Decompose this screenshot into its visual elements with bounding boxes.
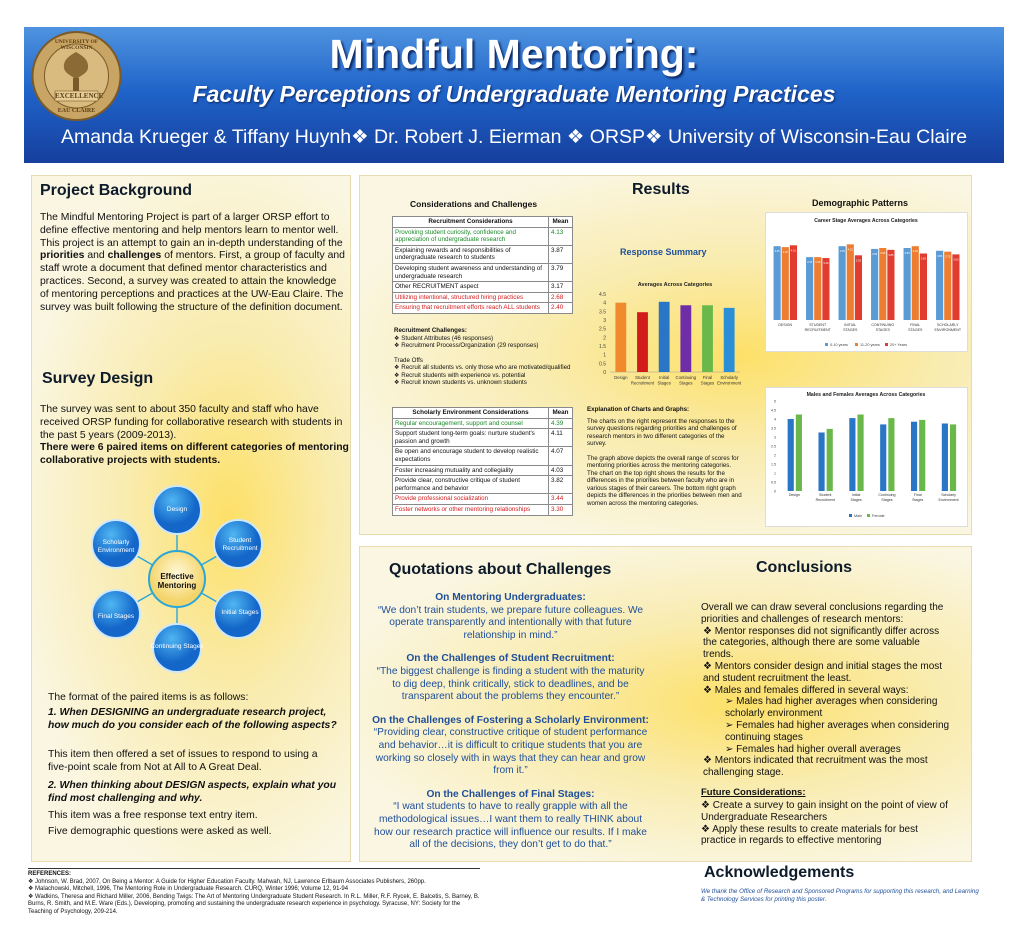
table-row: Regular encouragement, support and counsel 4.39 xyxy=(393,418,573,429)
bar xyxy=(818,433,824,492)
y-tick-label: 1.5 xyxy=(599,344,606,350)
bar xyxy=(904,248,911,320)
y-tick-label: 4 xyxy=(774,417,776,422)
list-item: ❖ Males and females differed in several ways: xyxy=(703,684,909,696)
data-label: 3.75 xyxy=(945,255,951,259)
paired-item-1-note: This item then offered a set of issues to respond to using a five-point scale from Not at All to A Great Deal. xyxy=(48,749,318,773)
bar xyxy=(847,244,854,320)
x-tick-label: RECRUITMENT xyxy=(804,327,831,332)
list-item: ❖ Apply these results to create materials for best practice in regards to effective mentoring xyxy=(701,823,918,847)
list-item: ➢ Females had higher overall averages xyxy=(725,743,901,755)
x-tick-label: Stages xyxy=(881,497,893,502)
quote-heading: On the Challenges of Student Recruitment: xyxy=(406,653,615,665)
bar xyxy=(790,245,797,320)
data-label: 3.55 xyxy=(855,259,861,263)
table-row: Other RECRUITMENT aspect 3.17 xyxy=(393,282,573,293)
x-tick-label: Final xyxy=(702,375,713,380)
x-tick-label: Environment xyxy=(717,380,742,386)
demographic-note: Five demographic questions were asked as well. xyxy=(48,826,272,837)
priorities-word: priorities xyxy=(40,250,85,262)
table-row: Ensuring that recruitment efforts reach ALL students 2.40 xyxy=(393,303,573,314)
list-item: ❖ Recruitment Process/Organization (29 responses) xyxy=(394,342,539,349)
results-panel xyxy=(359,175,972,535)
y-tick-label: 0 xyxy=(774,489,776,494)
y-tick-label: 2 xyxy=(774,453,776,458)
explain-heading: Explanation of Charts and Graphs: xyxy=(587,406,690,413)
bar xyxy=(822,258,829,320)
table-row: Be open and encourage student to develop realistic expectations 4.07 xyxy=(393,447,573,465)
legend-label: Female xyxy=(872,514,885,518)
table-row: Provoking student curiosity, confidence and appreciation of undergraduate research 4.13 xyxy=(393,227,573,245)
x-tick-label: Stages xyxy=(679,380,693,386)
recruitment-challenges xyxy=(394,327,584,387)
conclusions-heading: Conclusions xyxy=(756,559,853,576)
quotes-heading: Quotations about Challenges xyxy=(389,561,612,578)
quote-text: “The biggest challenge is finding a student with the maturity to dig deep, think critically, stick to deadlines, and be transparent about the problems they encounter.” xyxy=(376,665,645,703)
bar xyxy=(871,249,878,320)
data-label: 3.90 xyxy=(872,252,878,256)
explain-text-1: The charts on the right represent the responses to the survey questions regarding priorities and challenges of research mentors in two different categories of the survey. xyxy=(587,417,737,447)
x-tick-label: ENVIRONMENT xyxy=(934,327,962,332)
y-tick-label: 3 xyxy=(774,435,776,440)
bar xyxy=(659,302,670,372)
x-tick-label: INITIAL xyxy=(844,323,857,327)
bar xyxy=(857,415,863,492)
x-tick-label: Initial xyxy=(851,493,861,497)
y-tick-label: 5 xyxy=(774,399,776,404)
conclusion-intro: Overall we can draw several conclusions regarding the priorities and challenges of research mentors: xyxy=(701,602,944,625)
challenges-word: challenges xyxy=(107,250,162,262)
x-tick-label: DESIGN xyxy=(778,323,793,327)
data-label: 3.45 xyxy=(807,261,813,265)
future-heading: Future Considerations: xyxy=(701,786,806,798)
x-tick-label: Scholarly xyxy=(720,375,739,380)
legend-label: Male xyxy=(854,514,863,518)
y-tick-label: 1.5 xyxy=(771,462,776,467)
background-text-a: The Mindful Mentoring Project is part of a larger ORSP effort to define effective mentoring and help mentors learn to mentor well. This project is an attempt to gain an in-depth understanding of the xyxy=(40,212,343,249)
bar xyxy=(911,422,917,491)
bar xyxy=(788,419,794,491)
x-tick-label: Continuing xyxy=(675,375,697,380)
legend-swatch xyxy=(885,343,888,346)
challenges-heading: Considerations and Challenges xyxy=(410,199,538,209)
table-row: Developing student awareness and understanding of undergraduate research 3.79 xyxy=(393,263,573,281)
x-tick-label: Scholarly xyxy=(941,493,956,497)
legend-swatch xyxy=(849,514,852,517)
quotes-panel xyxy=(359,546,972,881)
bar xyxy=(814,257,821,320)
bar xyxy=(782,247,789,320)
x-tick-label: Student xyxy=(819,493,832,497)
data-label: 3.40 xyxy=(823,262,829,266)
bar xyxy=(952,254,959,320)
paired-item-1: 1. When DESIGNING an undergraduate research project, how much do you consider each of the following aspects? xyxy=(48,707,337,731)
poster-subtitle: Faculty Perceptions of Undergraduate Mentoring Practices xyxy=(192,81,836,107)
recruitment-table-wrap xyxy=(392,216,573,314)
x-tick-label: Initial xyxy=(659,375,670,380)
y-tick-label: 0 xyxy=(603,370,606,376)
x-tick-label: STAGES xyxy=(875,327,890,332)
survey-text-bold: There were 6 paired items on different categories of mentoring collaborative projects with students. xyxy=(40,442,349,467)
y-tick-label: 2.5 xyxy=(599,326,606,333)
list-item: ➢ Males had higher averages when considering scholarly environment xyxy=(725,696,938,720)
x-tick-label: Continuing xyxy=(878,493,896,497)
bar xyxy=(702,305,713,372)
x-tick-label: Recruitment xyxy=(630,380,655,386)
survey-text-plain: The survey was sent to about 350 faculty and staff who have received ORSP funding for collaborative research with students in the past 5 years (2009-2013). xyxy=(40,404,343,441)
reference-item: ❖ Malachowski, Mitchell, 1996, The Mentoring Role in Undergraduate Research. CURQ, Winter 1996; Volume 12, 91-94 xyxy=(28,886,349,893)
authors-line: Amanda Krueger & Tiffany Huynh❖ Dr. Robert J. Eierman ❖ ORSP❖ University of Wisconsin-Eau Claire xyxy=(60,126,968,148)
x-tick-label: Student xyxy=(635,375,650,380)
x-tick-label: STUDENT xyxy=(809,323,827,327)
recruit-challenges-title: Recruitment Challenges: xyxy=(394,327,467,334)
data-label: 3.95 xyxy=(904,252,910,256)
bar xyxy=(950,424,956,491)
list-item: ❖ Recruit students with experience vs. potential xyxy=(394,371,526,379)
node-scholarly-label: Scholarly Environment xyxy=(97,539,135,554)
data-label: 4.05 xyxy=(774,250,780,254)
bar xyxy=(724,308,735,372)
bar xyxy=(879,248,886,320)
y-tick-label: 1 xyxy=(774,471,776,476)
poster-title: Mindful Mentoring: xyxy=(329,31,699,77)
list-item: Trade Offs xyxy=(394,356,423,364)
node-final-label: Final Stages xyxy=(97,613,135,620)
y-tick-label: 3.5 xyxy=(771,426,776,431)
y-tick-label: 0.5 xyxy=(771,480,776,485)
data-label: 4.10 xyxy=(790,249,796,253)
bar xyxy=(774,246,781,320)
bar xyxy=(888,418,894,491)
data-label: 4.15 xyxy=(847,248,853,252)
list-item: ❖ Recruit known students vs. unknown students xyxy=(394,379,527,386)
node-initial-label: Initial Stages xyxy=(221,609,259,616)
references-heading: REFERENCES: xyxy=(28,871,72,877)
bar xyxy=(880,424,886,491)
y-tick-label: 3.5 xyxy=(599,309,606,316)
response-summary-heading: Response Summary xyxy=(620,247,707,257)
y-tick-label: 1 xyxy=(603,352,606,359)
x-tick-label: Design xyxy=(788,493,801,497)
university-seal xyxy=(29,30,124,122)
x-tick-label: Stages xyxy=(912,497,924,502)
list-item: ❖ Create a survey to gain insight on the point of view of Undergraduate Researchers xyxy=(701,799,948,823)
gender-chart xyxy=(765,387,968,527)
bar xyxy=(796,415,802,492)
legend-swatch xyxy=(867,514,870,517)
format-intro: The format of the paired items is as follows: xyxy=(48,692,249,703)
bar xyxy=(887,250,894,320)
bar xyxy=(920,253,927,320)
node-design-label: Design xyxy=(166,506,188,513)
list-item: ➢ Females had higher averages when considering continuing stages xyxy=(725,719,950,743)
bar xyxy=(855,255,862,320)
quote-text: “Providing clear, constructive critique of student performance and behavior…it is difficult to critique students that you are working so closely with in ways that they can hear and grow from it.” xyxy=(373,727,648,777)
table-row: Provide professional socialization 3.44 xyxy=(393,494,573,505)
references-box xyxy=(28,868,480,928)
y-tick-label: 0.5 xyxy=(599,361,606,368)
legend-label: 0-10 years xyxy=(830,343,848,347)
quote-text: “We don’t train students, we prepare future colleagues. We operate transparently and intentionally with that future relationship in mind.” xyxy=(377,604,644,641)
quote-heading: On Mentoring Undergraduates: xyxy=(435,592,586,603)
conclusions-list xyxy=(701,602,951,847)
y-tick-label: 2.5 xyxy=(771,444,776,449)
seal-excellence: EXCELLENCE xyxy=(55,92,104,100)
bar xyxy=(912,246,919,320)
survey-text xyxy=(40,404,350,468)
survey-heading: Survey Design xyxy=(42,370,154,387)
paired-item-2-note: This item was a free response text entry item. xyxy=(48,810,258,821)
x-tick-label: SCHOLARLY xyxy=(936,323,959,327)
bar xyxy=(839,246,846,320)
left-panel xyxy=(31,175,351,862)
diagram-center-label: Effective Mentoring xyxy=(157,572,197,590)
data-label: 3.80 xyxy=(937,254,943,258)
data-label: 4.05 xyxy=(839,250,845,254)
results-heading: Results xyxy=(632,181,690,198)
bar xyxy=(637,312,648,372)
acknowledgements-text: We thank the Office of Research and Sponsored Programs for supporting this research, and Learning & Technology Services for printing this poster. xyxy=(701,888,979,903)
data-label: 3.60 xyxy=(953,258,959,262)
quote-text: “I want students to have to really grapple with all the methodological issues…I want them to really THINK about how our research practice will influence our results. If I make all of the decisions, they don’t get to do that.” xyxy=(374,801,647,851)
list-item: ❖ Recruit all students vs. only those who are motivated/qualified xyxy=(394,364,571,371)
reference-item: ❖ Johnson, W. Brad, 2007, On Being a Mentor: A Guide for Higher Education Faculty. Mahwah, NJ, Lawrence Erlbaum Associates Publishers, 260pp. xyxy=(28,878,426,885)
table-row: Explaining rewards and responsibilities of undergraduate research to students 3.87 xyxy=(393,245,573,263)
chart-title: Career Stage Averages Across Categories xyxy=(814,218,918,224)
chart-title: Averages Across Categories xyxy=(637,282,713,288)
data-label: 3.65 xyxy=(920,257,926,261)
data-label: 3.45 xyxy=(815,261,821,265)
legend-label: 11-20 years xyxy=(860,343,880,347)
chart-title: Males and Females Averages Across Categories xyxy=(806,392,926,398)
table-row: Support student long-term goals: nurture student's passion and growth 4.11 xyxy=(393,429,573,447)
table-row: Foster increasing mutuality and collegiality 4.03 xyxy=(393,465,573,476)
scholarly-table xyxy=(392,407,573,516)
node-continuing-label: Continuing Stages xyxy=(150,643,204,650)
x-tick-label: STAGES xyxy=(843,327,858,332)
scholar-mean-header: Mean xyxy=(549,408,573,419)
data-label: 4.05 xyxy=(912,250,918,254)
bar xyxy=(942,424,948,492)
x-tick-label: Stages xyxy=(850,497,862,502)
quote-heading: On the Challenges of Final Stages: xyxy=(426,788,595,800)
y-tick-label: 3 xyxy=(603,318,606,324)
recruit-col-header: Recruitment Considerations xyxy=(393,217,549,228)
x-tick-label: Stages xyxy=(700,380,715,386)
chart-explanation xyxy=(587,406,742,507)
x-tick-label: FINAL xyxy=(910,323,921,327)
list-item: ❖ Student Attributes (46 responses) xyxy=(394,334,494,342)
y-tick-label: 4.5 xyxy=(771,408,776,413)
reference-item: ❖ Wadkins, Theresa and Richard Miller, 2006, Bending Twigs: The Art of Mentoring Undergraduate Student Research. In R.L. Miller, R.F. Rycek, E. Balcetis, S. Barney, B. Burns, R. Smith, and M.E. Ware (Eds.), Developing, promoting and sustaining the undergraduate research experience in psychology. Syracuse, NY: Society for the Teaching of Psychology, 209-214. xyxy=(28,893,480,915)
y-tick-label: 4 xyxy=(603,300,606,307)
y-tick-label: 4.5 xyxy=(599,292,606,298)
data-label: 3.85 xyxy=(888,253,894,257)
paired-item-2: 2. When thinking about DESIGN aspects, explain what you find most challenging and why. xyxy=(48,780,337,804)
bar xyxy=(806,257,813,320)
header-banner xyxy=(24,27,1004,163)
x-tick-label: Design xyxy=(614,375,628,380)
data-label: 3.95 xyxy=(880,252,886,256)
list-item: ❖ Mentors consider design and initial stages the most and student recruitment the least. xyxy=(703,660,943,684)
x-tick-label: Environment xyxy=(938,497,959,502)
table-row: Provide clear, constructive critique of student performance and behavior 3.82 xyxy=(393,476,573,494)
bar xyxy=(615,303,626,372)
list-item: ❖ Mentor responses did not significantly differ across the categories, although there are some valuable trends. xyxy=(703,625,940,661)
seal-top-text: UNIVERSITY OF WISCONSIN xyxy=(54,39,99,51)
bar xyxy=(849,418,855,491)
explain-text-2: The graph above depicts the overall range of scores for mentoring priorities across the mentoring categories. The chart on the top right shows the results for the differences in the priorities between faculty who are in various stages of their careers. The bottom right graph depicts the differences in the priorities between men and women across the mentoring categories. xyxy=(587,454,742,507)
x-tick-label: Stages xyxy=(657,380,671,386)
quote-heading: On the Challenges of Fostering a Scholarly Environment: xyxy=(372,714,649,726)
x-tick-label: CONTINUING xyxy=(871,323,895,327)
background-heading: Project Background xyxy=(40,182,193,199)
legend-label: 20+ Years xyxy=(890,343,907,347)
and-word: and xyxy=(84,250,108,262)
scholarly-table-wrap xyxy=(392,407,573,516)
x-tick-label: Recruitment xyxy=(815,497,835,502)
acknowledgements-heading: Acknowledgements xyxy=(704,864,855,881)
table-row: Foster networks or other mentoring relationships 3.30 xyxy=(393,504,573,515)
table-row: Utilizing intentional, structured hiring practices 2.68 xyxy=(393,292,573,303)
seal-bottom-text: EAU CLAIRE xyxy=(57,108,96,114)
legend-swatch xyxy=(855,343,858,346)
quotes-list xyxy=(372,592,649,852)
x-tick-label: STAGES xyxy=(908,327,923,332)
career-stage-chart xyxy=(765,212,968,352)
recruit-mean-header: Mean xyxy=(549,217,573,228)
background-text-b: of mentors. First, a group of faculty and staff wrote a document that defined mentor characteristics and practices. Second, a survey was created to attain the knowledge of mentoring perceptions and practices at the UW-Eau Claire. The survey was built following the structure of the definition document. xyxy=(40,250,345,313)
averages-chart xyxy=(588,276,748,396)
bar xyxy=(919,420,925,491)
x-tick-label: Final xyxy=(913,493,922,497)
scholar-col-header: Scholarly Environment Considerations xyxy=(393,408,549,419)
list-item: ❖ Mentors indicated that recruitment was the most challenging stage. xyxy=(703,755,928,779)
background-text xyxy=(40,212,346,314)
bar xyxy=(944,252,951,320)
recruitment-table xyxy=(392,216,573,314)
bar xyxy=(936,251,943,320)
node-recruitment-label: Student Recruitment xyxy=(222,537,258,552)
y-tick-label: 2 xyxy=(603,335,606,342)
bar xyxy=(680,305,691,372)
data-label: 4.00 xyxy=(782,251,788,255)
bar xyxy=(827,429,833,491)
demographic-heading: Demographic Patterns xyxy=(812,198,909,208)
legend-swatch xyxy=(825,343,828,346)
